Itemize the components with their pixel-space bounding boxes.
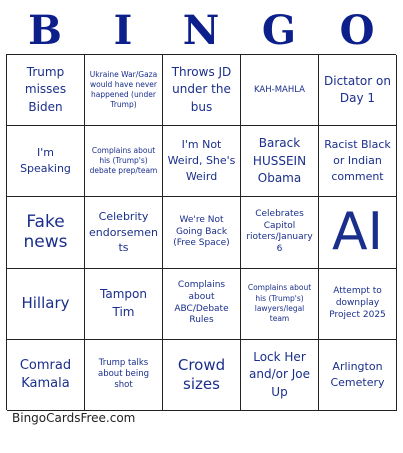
bingo-cell[interactable]: Celebrity endorsements [85,197,163,268]
bingo-cell[interactable]: Trump talks about being shot [85,340,163,411]
bingo-cell[interactable]: KAH-MAHLA [241,55,319,126]
bingo-cell[interactable]: Fake news [7,197,85,268]
header-letter-o: O [339,7,375,54]
bingo-cell[interactable]: Ukraine War/Gaza would have never happened (under Trump) [85,55,163,126]
bingo-cell[interactable]: Comrad Kamala [7,340,85,411]
bingo-cell[interactable]: Throws JD under the bus [163,55,241,126]
free-space-cell[interactable]: We're Not Going Back (Free Space) [163,197,241,268]
bingo-cell[interactable]: Tampon Tim [85,269,163,340]
header-letter-i: I [113,7,133,54]
header-letter-g: G [261,7,297,54]
bingo-cell[interactable]: Trump misses Biden [7,55,85,126]
bingo-cell[interactable]: Dictator on Day 1 [319,55,397,126]
bingo-cell[interactable]: AI [319,197,397,268]
bingo-cell[interactable]: Complains about ABC/Debate Rules [163,269,241,340]
bingo-cell[interactable]: I'm Not Weird, She's Weird [163,126,241,197]
bingo-cell[interactable]: Arlington Cemetery [319,340,397,411]
site-footer: BingoCardsFree.com [12,411,136,425]
bingo-cell[interactable]: I'm Speaking [7,126,85,197]
bingo-cell[interactable]: Complains about his (Trump's) lawyers/legal team [241,269,319,340]
bingo-cell[interactable]: Complains about his (Trump's) debate prep/team [85,126,163,197]
bingo-cell[interactable]: Hillary [7,269,85,340]
header-letter-b: B [28,7,62,54]
bingo-cell[interactable]: Attempt to downplay Project 2025 [319,269,397,340]
bingo-cell[interactable]: Barack HUSSEIN Obama [241,126,319,197]
bingo-cell[interactable]: Crowd sizes [163,340,241,411]
bingo-grid [6,54,396,410]
bingo-cell[interactable]: Racist Black or Indian comment [319,126,397,197]
bingo-header [6,8,396,54]
header-letter-n: N [182,7,220,54]
bingo-cell[interactable]: Lock Her and/or Joe Up [241,340,319,411]
bingo-cell[interactable]: Celebrates Capitol rioters/January 6 [241,197,319,268]
